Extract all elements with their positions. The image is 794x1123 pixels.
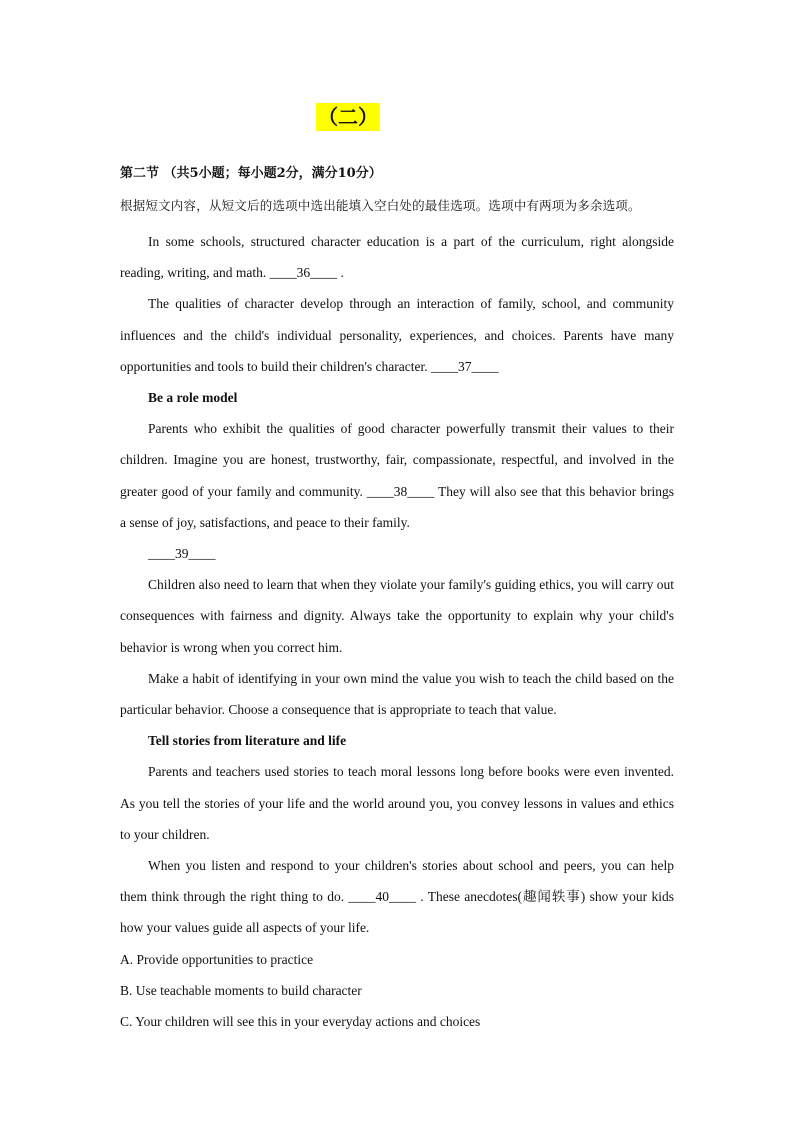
subheading-stories: Tell stories from literature and life — [148, 733, 347, 749]
option-b: B. Use teachable moments to build character — [120, 982, 362, 998]
paragraph: Make a habit of identifying in your own mind the value you wish to teach the child based on the particular behavior. Choose a consequence that is appropriate to teach that value. — [120, 670, 674, 718]
passage — [120, 226, 674, 1037]
paragraph: Parents and teachers used stories to teach moral lessons long before books were even invented. As you tell the stories of your life and the world around you, you convey lessons in values and ethics to your children. — [120, 764, 674, 842]
section-heading: 第二节 （共5小题；每小题2分，满分10分） — [120, 166, 382, 181]
exercise-title: （二） — [318, 105, 378, 129]
blank-39: ____39____ — [148, 546, 216, 562]
subheading-role-model: Be a role model — [148, 390, 238, 406]
paragraph: When you listen and respond to your children's stories about school and peers, you can help them think through the right thing to do. ____40____ . These anecdotes(趣闻轶事) show your kids how your values guide all aspects of your life. — [120, 858, 674, 936]
paragraph: Children also need to learn that when they violate your family's guiding ethics, you will carry out consequences with fairness and dignity. Always take the opportunity to explain why your child's behavior is wrong when you correct him. — [120, 577, 674, 655]
paragraph: In some schools, structured character education is a part of the curriculum, right alongside reading, writing, and math. ____36____ . — [120, 234, 674, 281]
option-a: A. Provide opportunities to practice — [120, 951, 314, 967]
option-c: C. Your children will see this in your everyday actions and choices — [120, 1014, 481, 1030]
paragraph: The qualities of character develop through an interaction of family, school, and community influences and the child's individual personality, experiences, and choices. Parents have many opportunities and tools to build their children's character. ____37____ — [120, 296, 674, 374]
instructions: 根据短文内容，从短文后的选项中选出能填入空白处的最佳选项。选项中有两项为多余选项。 — [120, 198, 641, 213]
paragraph: Parents who exhibit the qualities of good character powerfully transmit their values to their children. Imagine you are honest, trustworthy, fair, compassionate, respectful, and involved in the greater good of your family and community. ____38____ They will also see that this behavior brings a sense of joy, satisfactions, and peace to their family. — [120, 421, 674, 530]
